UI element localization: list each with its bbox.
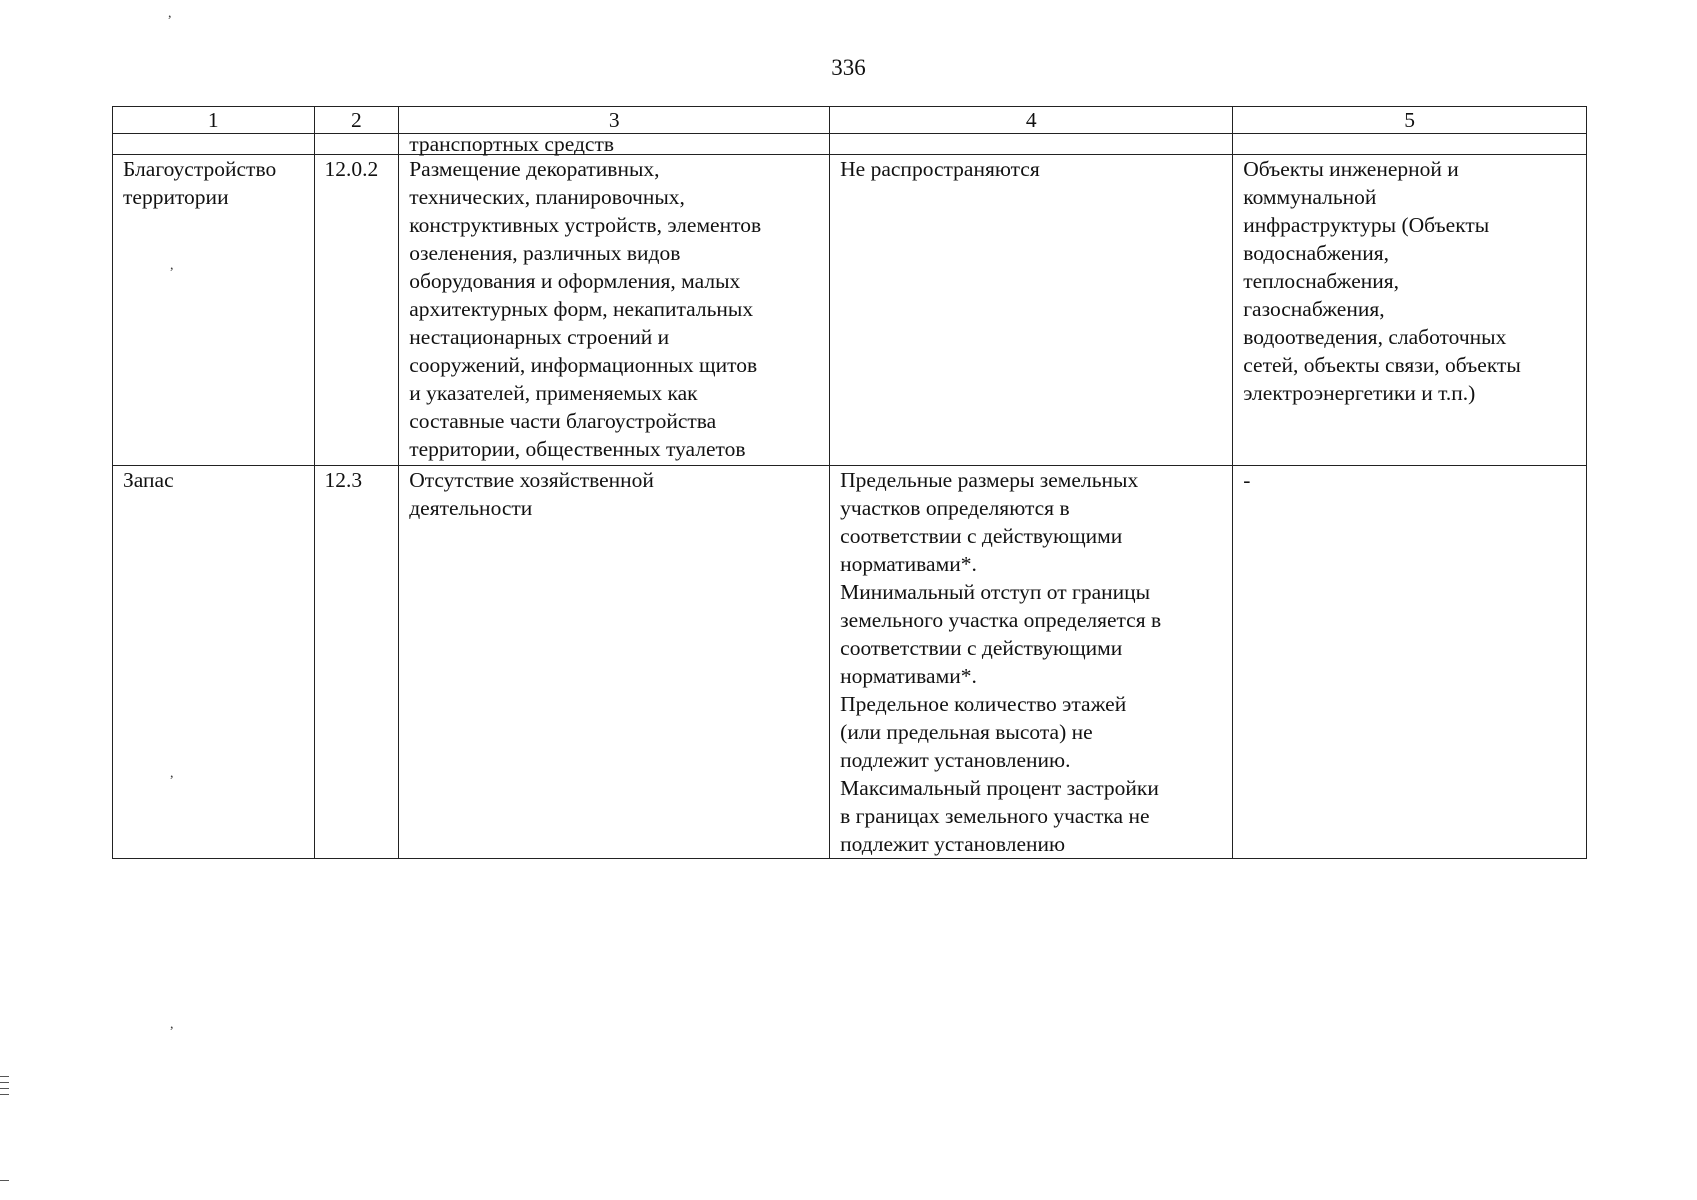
table-cell bbox=[113, 134, 315, 155]
use-type-code: 12.3 bbox=[314, 466, 399, 859]
page-number: 336 bbox=[831, 55, 866, 80]
column-header-1: 1 bbox=[113, 107, 315, 134]
table-cell bbox=[314, 134, 399, 155]
column-header-4: 4 bbox=[830, 107, 1233, 134]
continuation-row bbox=[113, 134, 1587, 155]
table-cell bbox=[1233, 134, 1587, 155]
scan-edge-mark bbox=[0, 1088, 9, 1089]
use-type-objects: Объекты инженерной и коммунальной инфраструктуры (Объекты водоснабжения, теплоснабжения, газоснабжения, водоотведения, слаботочных сетей, объекты связи, объекты электроэнергетики и т.п.) bbox=[1233, 155, 1587, 466]
use-type-objects: - bbox=[1233, 466, 1587, 859]
use-type-name: Запас bbox=[113, 466, 315, 859]
use-type-name: Благоустройство территории bbox=[113, 155, 315, 466]
use-type-description: Отсутствие хозяйственной деятельности bbox=[399, 466, 830, 859]
scan-edge-mark bbox=[0, 1094, 9, 1095]
use-type-description: Размещение декоративных, технических, планировочных, конструктивных устройств, элементов озеленения, различных видов оборудования и оформления, малых архитектурных форм, некапитальных нестационарных строений и сооружений, информационных щитов и указателей, применяемых как составные части благоустройства территории, общественных туалетов bbox=[399, 155, 830, 466]
scan-edge-mark bbox=[0, 1076, 9, 1077]
scan-speck: , bbox=[170, 258, 174, 273]
header-row bbox=[113, 107, 1587, 134]
scan-speck: , bbox=[170, 1017, 174, 1032]
scan-edge-mark bbox=[0, 1082, 9, 1083]
scan-edge-mark bbox=[0, 1180, 9, 1181]
table-row bbox=[113, 466, 1587, 859]
continuation-text: транспортных средств bbox=[399, 134, 830, 155]
column-header-2: 2 bbox=[314, 107, 399, 134]
use-type-parameters: Не распространяются bbox=[830, 155, 1233, 466]
table-row bbox=[113, 155, 1587, 466]
column-header-3: 3 bbox=[399, 107, 830, 134]
scan-speck: , bbox=[170, 766, 174, 781]
use-type-code: 12.0.2 bbox=[314, 155, 399, 466]
table-cell bbox=[830, 134, 1233, 155]
use-type-parameters: Предельные размеры земельных участков определяются в соответствии с действующими нормативами*. Минимальный отступ от границы земельного участка определяется в соответствии с действующими нормативами*. Предельное количество этажей (или предельная высота) не подлежит установлению. Максимальный процент застройки в границах земельного участка не подлежит установлению bbox=[830, 466, 1233, 859]
column-header-5: 5 bbox=[1233, 107, 1587, 134]
land-use-table bbox=[112, 106, 1587, 859]
scan-speck: , bbox=[168, 6, 172, 21]
